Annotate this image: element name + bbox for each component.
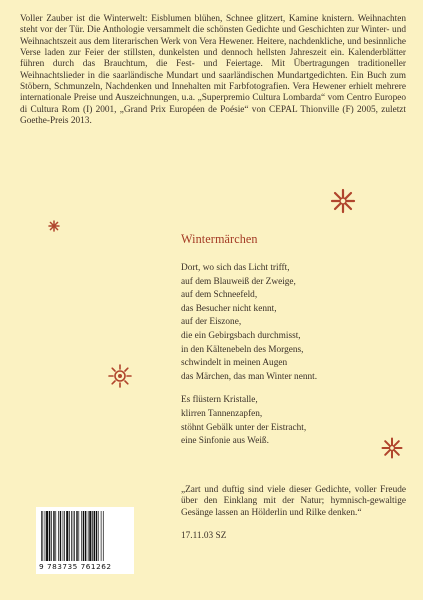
review-source-date: 17.11.03 SZ — [181, 531, 227, 541]
isbn-number: 9 783735 761262 — [39, 562, 112, 571]
poem-line: Es flüstern Kristalle, — [181, 395, 258, 406]
poem-line: eine Sinfonie aus Weiß. — [181, 436, 269, 447]
sun-ornament-icon — [108, 364, 132, 388]
barcode-bars — [40, 511, 130, 561]
poem-line: das Märchen, das man Winter nennt. — [181, 371, 318, 382]
poem-line: in den Kältenebeln des Morgens, — [181, 344, 304, 355]
isbn-barcode — [36, 507, 134, 574]
poem-line: das Besucher nicht kennt, — [181, 303, 277, 314]
poem-line: Dort, wo sich das Licht trifft, — [181, 263, 290, 273]
poem-line: klirren Tannenzapfen, — [181, 408, 263, 419]
poem-title: Wintermärchen — [181, 232, 258, 246]
snowflake-ornament-icon — [381, 437, 403, 459]
snowflake-ornament-icon — [330, 188, 356, 214]
poem-line: stöhnt Gebälk unter der Eistracht, — [181, 422, 307, 433]
poem-line: auf dem Blauweiß der Zweige, — [181, 276, 296, 287]
poem-line: auf der Eiszone, — [181, 317, 242, 328]
small-star-ornament-icon — [48, 220, 60, 232]
poem-line: auf dem Schneefeld, — [181, 290, 258, 301]
review-quote: „Zart und duftig sind viele dieser Gedichte, voller Freude über den Einklang mit der Natur; hymnisch-gewaltige Gesänge lassen an Hölderlin und Rilke denken.“ — [181, 485, 406, 518]
poem-stanza-2 — [181, 394, 317, 448]
blurb-text: Voller Zauber ist die Winterwelt: Eisblumen blühen, Schnee glitzert, Kamine knistern. Weihnachten steht vor der Tür. Die Anthologie versammelt die schönsten Gedichte und Geschichten zur Winter- und Weihnachtszeit aus dem literarischen Werk von Vera Hewener. Heitere, nachdenkliche, und besinnliche Verse laden zur Feier der stillsten, dunkelsten und dennoch hellsten Jahreszeit ein. Kalenderblätter führen durch das Brauchtum, die Fest- und Feiertage. Mit Übertragungen traditioneller Weihnachtslieder in die saarländische Mundart und saarländischen Mundartgedichten. Ein Buch zum Stöbern, Schmunzeln, Nachdenken und Innehalten mit Farbfotografien. Vera Hewener erhielt mehrere internationale Preise und Auszeichnungen, u.a. „Superpremio Cultura Lombarda“ vom Centro Europeo di Cultura Rom (I) 2001, „Grand Prix Européen de Poésie“ von CEPAL Thionville (F) 2005, zuletzt Goethe-Preis 2013. — [20, 14, 406, 127]
poem-line: schwindelt in meinen Augen — [181, 358, 288, 369]
poem-body — [181, 262, 317, 459]
poem-line: die ein Gebirgsbach durchmisst, — [181, 330, 301, 341]
poem-stanza-1 — [181, 262, 317, 384]
